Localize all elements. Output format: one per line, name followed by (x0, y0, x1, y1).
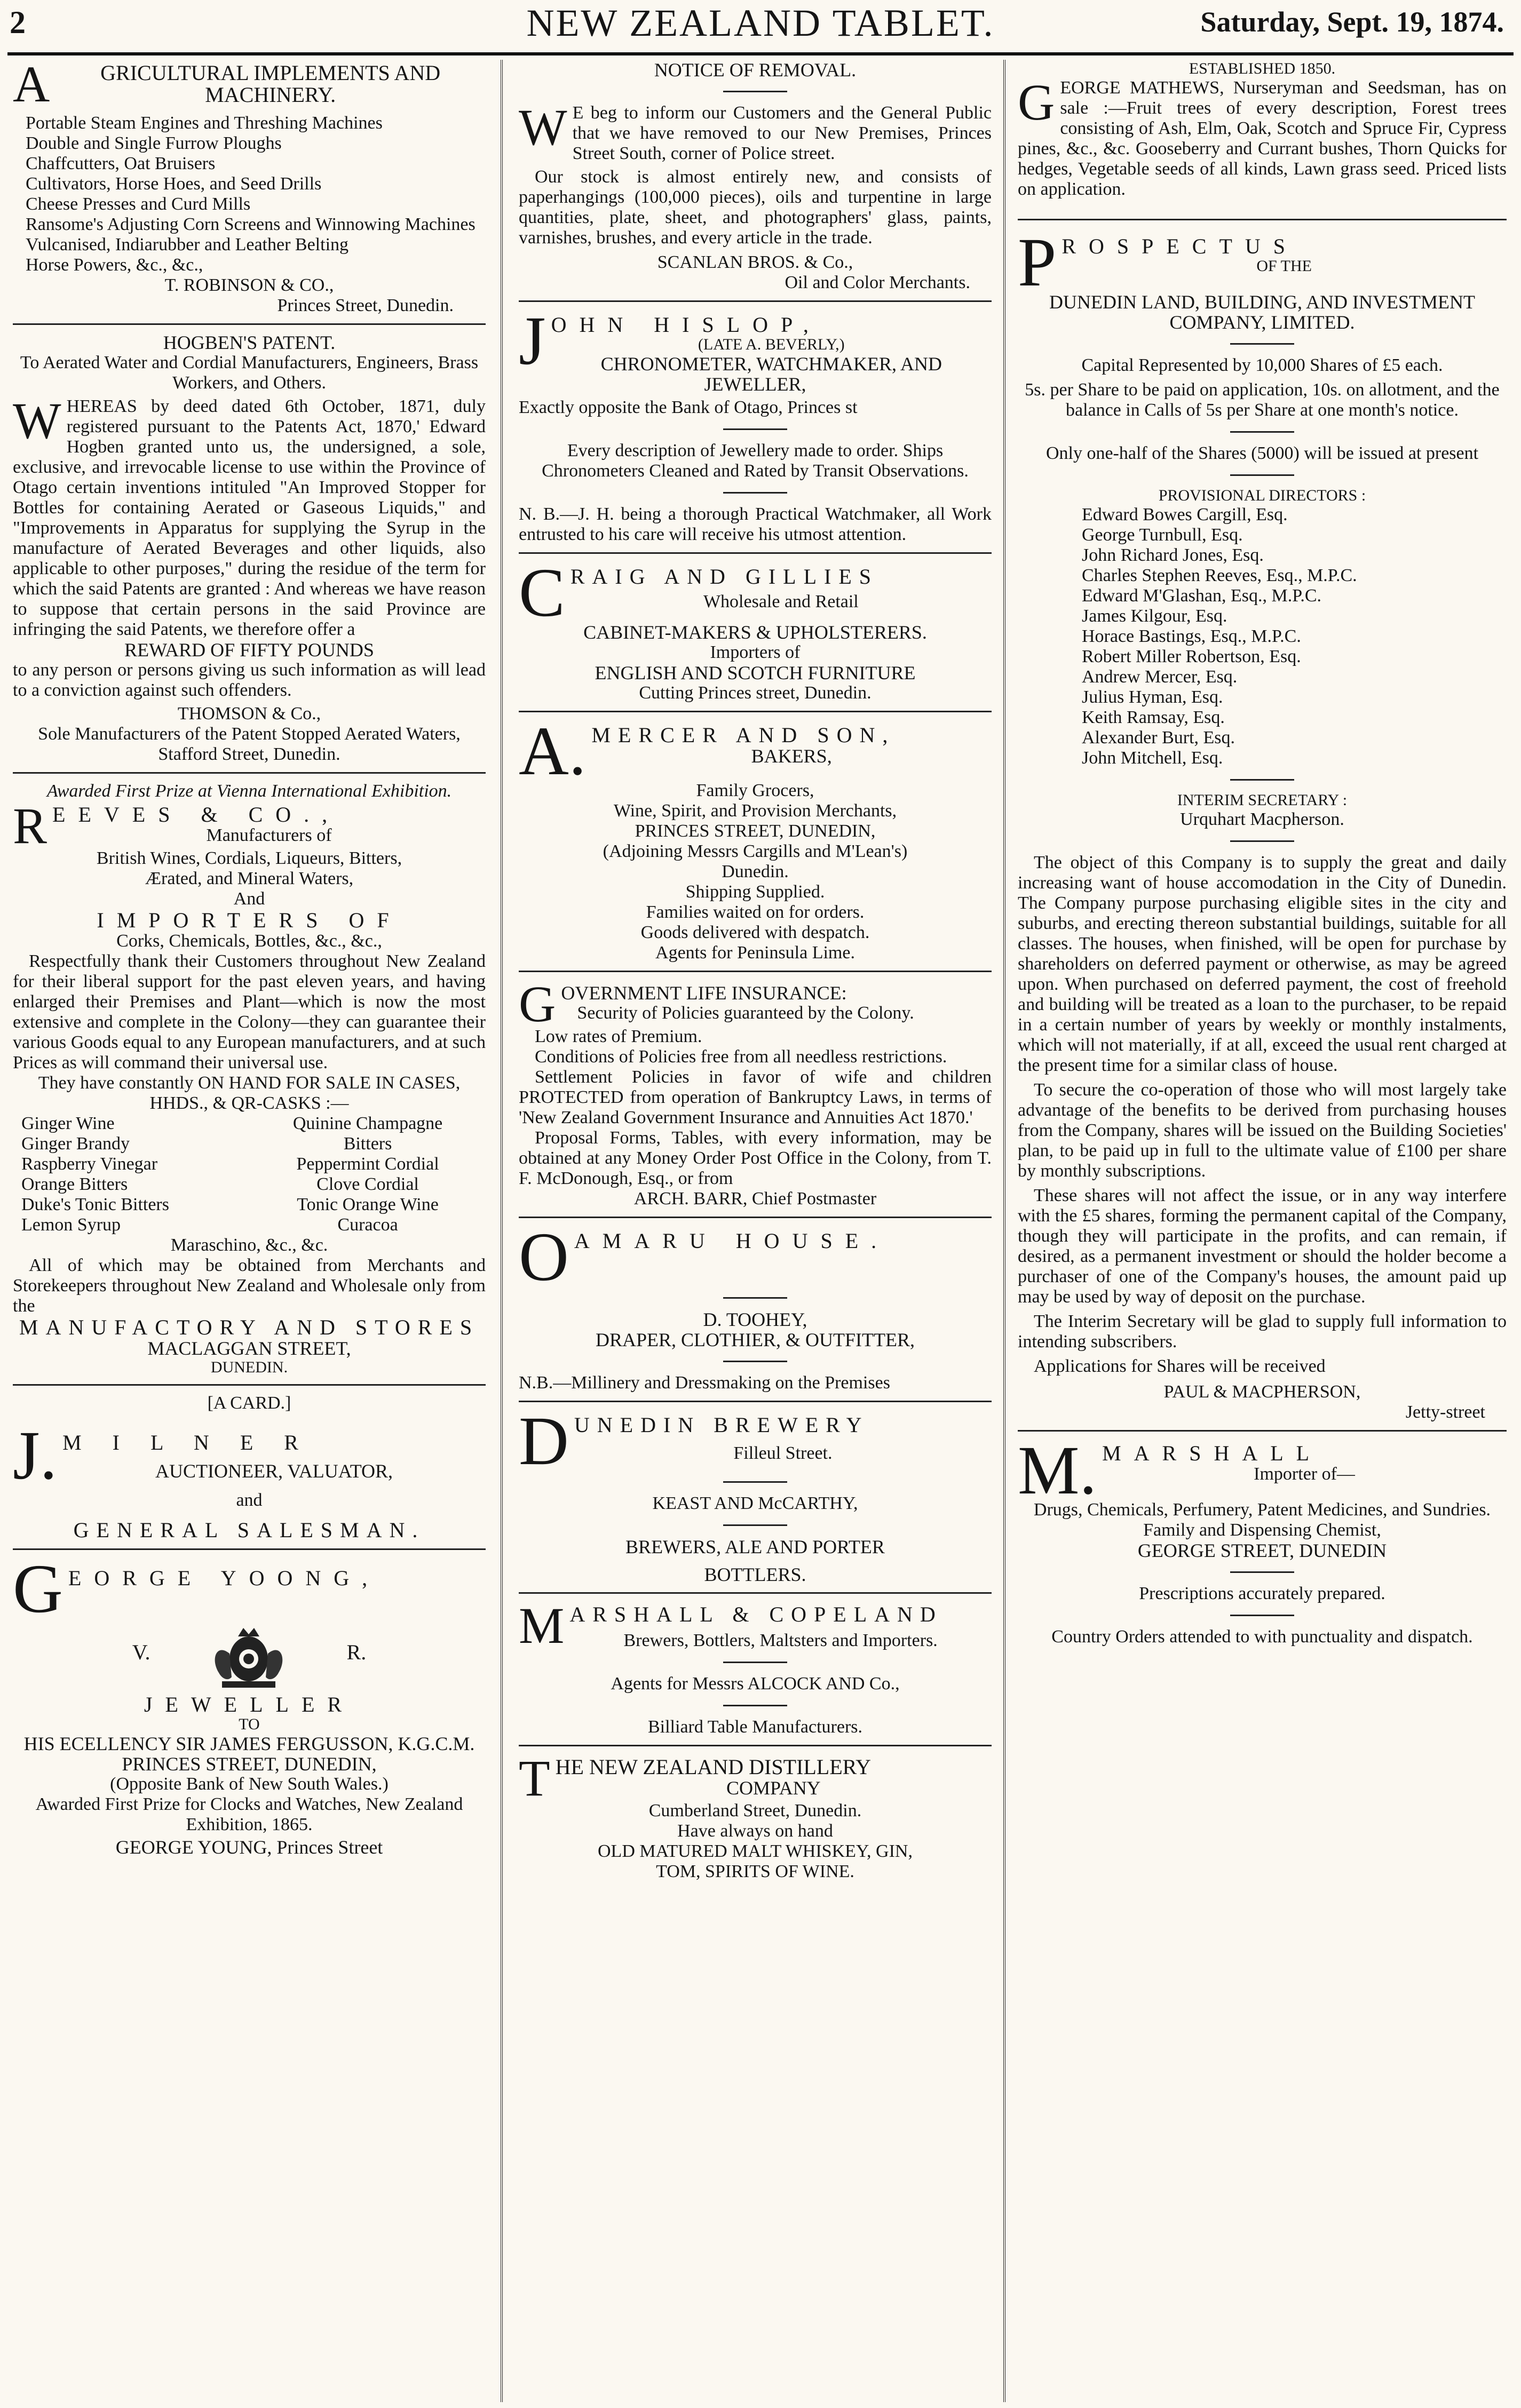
short-rule (1230, 343, 1294, 345)
ad-line: Have always on hand (677, 1821, 833, 1841)
ad-line: ENGLISH AND SCOTCH FURNITURE (595, 662, 916, 684)
card-label: [A CARD.] (207, 1393, 291, 1413)
firm-name: PAUL & MACPHERSON, (1163, 1382, 1361, 1402)
firm-name: OHN HISLOP, (551, 313, 821, 337)
ad-oamaru-house (519, 1226, 992, 1393)
director-name: Julius Hyman, Esq. (1082, 687, 1223, 707)
product-item: Tonic Orange Wine (297, 1195, 439, 1214)
ad-marshall-copeland (519, 1601, 992, 1737)
firm-name: ARSHALL & COPELAND (569, 1602, 943, 1626)
ad-agricultural-implements (13, 60, 486, 316)
ad-line: Brewers, Bottlers, Maltsters and Importers. (623, 1631, 938, 1650)
notice-body: HEREAS by deed dated 6th October, 1871, duly registered pursuant to the Patents Act, 1870,' Edward Hogben granted unto us, the undersigned, a sole, exclusive, and irrevocable license to use within the Province of Otago certain inventions intituled "An Improved Stopper for Bottles for containing Aerated or Gaseous Liquids," and "Improvements in Apparatus for supplying the Syrup in the manufacture of Aerated Beverages and other liquids, also applicable to other purposes," during the residue of the term for which the said Patents are granted : And whereas we have reason to suppose that certain persons in the said Province are infringing the said Patents, we therefore offer a (13, 396, 486, 639)
director-name: Horace Bastings, Esq., M.P.C. (1082, 626, 1301, 646)
ad-text: N.B.—Millinery and Dressmaking on the Premises (519, 1373, 890, 1393)
ad-line: Agents for Messrs ALCOCK AND Co., (611, 1674, 900, 1694)
product-item: Bitters (343, 1134, 392, 1154)
share-issue: Only one-half of the Shares (5000) will be issued at present (1045, 443, 1479, 463)
column-middle (512, 60, 998, 2397)
ad-line: Exactly opposite the Bank of Otago, Princes st (519, 398, 858, 417)
drop-cap: O (519, 1226, 569, 1286)
ad-body (519, 99, 992, 164)
list-item: Cultivators, Horse Hoes, and Seed Drills (26, 174, 322, 194)
ad-line: HIS ECELLENCY SIR JAMES FERGUSSON, K.G.C.M. (23, 1733, 475, 1754)
ad-line: Drugs, Chemicals, Perfumery, Patent Medicines, and Sundries. Family and Dispensing Chemist, (1033, 1500, 1491, 1540)
drop-cap: A (13, 60, 50, 107)
crest-v: V. (132, 1640, 150, 1665)
ad-line: Corks, Chemicals, Bottles, &c., &c., (116, 931, 382, 951)
short-rule (723, 428, 787, 430)
column-divider (501, 60, 503, 2402)
product-item: Raspberry Vinegar (21, 1154, 158, 1174)
ad-nz-distillery (519, 1754, 992, 1882)
directors-heading: PROVISIONAL DIRECTORS : (1158, 487, 1366, 504)
product-item: Clove Cordial (316, 1174, 419, 1194)
ad-heading: OVERNMENT LIFE INSURANCE: (561, 982, 847, 1004)
newspaper-title: NEW ZEALAND TABLET. (526, 2, 995, 44)
short-rule (1230, 474, 1294, 476)
ad-divider (519, 971, 992, 972)
ad-heading: GRICULTURAL IMPLEMENTS AND MACHINERY. (100, 61, 441, 107)
director-name: John Richard Jones, Esq. (1082, 545, 1264, 565)
product-table (13, 1114, 486, 1235)
ad-line: D. TOOHEY, (703, 1309, 807, 1330)
short-rule (723, 1662, 787, 1663)
ad-mercer-and-son (519, 720, 992, 963)
drop-cap: G (519, 980, 556, 1027)
ad-heading: JEWELLER (144, 1692, 355, 1716)
ad-text: N. B.—J. H. being a thorough Practical Watchmaker, all Work entrusted to his care will receive his utmost attention. (519, 504, 992, 544)
director-name: Alexander Burt, Esq. (1082, 728, 1235, 748)
ad-craig-and-gillies (519, 561, 992, 703)
list-item: Ransome's Adjusting Corn Screens and Winnowing Machines (26, 214, 476, 234)
ad-divider (519, 300, 992, 302)
stock-heading: They have constantly ON HAND FOR SALE IN CASES, HHDS., & QR-CASKS :— (38, 1073, 461, 1113)
firm-name: MERCER AND SON, (591, 723, 896, 747)
award-line: Awarded First Prize at Vienna International Exhibition. (46, 781, 452, 801)
ad-body (1018, 74, 1507, 200)
ad-line: COMPANY (726, 1777, 821, 1799)
product-item: Curacoa (337, 1215, 398, 1235)
ad-text: Security of Policies guaranteed by the Colony. (577, 1003, 914, 1023)
ad-text: Low rates of Premium. (535, 1027, 702, 1046)
firm-name: THOMSON & Co., (177, 704, 321, 724)
list-item: Double and Single Furrow Ploughs (26, 133, 282, 153)
short-rule (1230, 1571, 1294, 1573)
prospectus-paragraph: The object of this Company is to supply the great and daily increasing want of house accomodation in the City of Dunedin. The Company purpose purchasing eligible sites in the city and suburbs, and erecting thereon substantial buildings, suitable for all classes. The houses, when finished, will be open for purchase by shareholders on deferred payment or otherwise, as may be agreed upon. When purchased on deferred payment, the cost of freehold and building will be treated as a loan to the purchaser, to be repaid in a certain number of years by weekly or monthly instalments, which will not materially, if at all, exceed the usual rent charged at the present time for a similar class of house. (1018, 853, 1507, 1075)
ad-divider (13, 323, 486, 325)
ad-george-mathews (1018, 60, 1507, 200)
ad-dunedin-brewery (519, 1410, 992, 1585)
drop-cap: J. (13, 1424, 58, 1485)
ad-text: EORGE MATHEWS, Nurseryman and Seedsman, has on sale :—Fruit trees of every description, Forest trees consisting of Ash, Elm, Oak, Scotch and Spruce Fir, Cypress pines, &c., &c. Gooseberry and Currant bushes, Thorn Quicks for hedges, Vegetable seeds of all kinds, Lawn grass seed. Priced lists on application. (1018, 78, 1507, 199)
short-rule (723, 492, 787, 494)
firm-name: M I L N E R (62, 1431, 311, 1455)
prospectus-paragraph: The Interim Secretary will be glad to supply full information to intending subscribers. (1018, 1312, 1507, 1352)
ad-body: All of which may be obtained from Merchants and Storekeepers throughout New Zealand and Wholesale only from the (13, 1255, 486, 1316)
short-rule (723, 91, 787, 92)
director-name: Keith Ramsay, Esq. (1082, 708, 1225, 727)
ad-line: Country Orders attended to with punctuality and dispatch. (1051, 1627, 1473, 1647)
capital-line: Capital Represented by 10,000 Shares of £5 each. (1081, 355, 1443, 375)
firm-name: EEVES & CO., (52, 802, 340, 826)
ad-heading: MANUFACTORY AND STORES (19, 1315, 480, 1339)
ad-line: GENERAL SALESMAN. (73, 1518, 425, 1542)
director-name: John Mitchell, Esq. (1082, 748, 1223, 768)
ad-line: Importers of (710, 642, 801, 662)
drop-cap: C (519, 561, 565, 622)
drop-cap: M (519, 1601, 565, 1651)
ad-line: PRINCES STREET, DUNEDIN, (122, 1753, 377, 1775)
product-row (21, 1215, 477, 1235)
ad-prospectus (1018, 231, 1507, 1422)
firm-name: SCANLAN BROS. & Co., (657, 252, 853, 272)
short-rule (1230, 1615, 1294, 1616)
director-name: Charles Stephen Reeves, Esq., M.P.C. (1082, 566, 1357, 585)
firm-description: Sole Manufacturers of the Patent Stopped Aerated Waters, Stafford Street, Dunedin. (38, 724, 461, 764)
ad-divider (1018, 219, 1507, 220)
drop-cap: M. (1018, 1439, 1097, 1500)
drop-cap: W (13, 392, 61, 449)
ad-text: Our stock is almost entirely new, and consists of paperhangings (100,000 pieces), oils and turpentine in large quantities, plate, sheet, and photographers' glass, paints, varnishes, brushes, and every article in the trade. (519, 167, 992, 248)
ad-j-milner (13, 1393, 486, 1541)
director-name: Robert Miller Robertson, Esq. (1082, 647, 1301, 666)
director-name: Edward M'Glashan, Esq., M.P.C. (1082, 586, 1322, 606)
list-item: Vulcanised, Indiarubber and Leather Belting (26, 235, 349, 255)
product-item: Orange Bitters (21, 1174, 128, 1194)
ad-line: British Wines, Cordials, Liqueurs, Bitters, (96, 848, 402, 868)
drop-cap: P (1018, 231, 1057, 292)
ad-line: BREWERS, ALE AND PORTER (625, 1536, 885, 1557)
product-row (21, 1195, 477, 1215)
ad-heading: ROSPECTUS (1061, 234, 1298, 258)
ad-text: Proposal Forms, Tables, with every information, may be obtained at any Money Order Post Office in the Colony, from T. F. McDonough, Esq., or from (519, 1128, 992, 1188)
mercer-details (519, 781, 992, 963)
secretary-name: Urquhart Macpherson. (1180, 809, 1344, 829)
drop-cap: J (519, 309, 546, 379)
share-terms: 5s. per Share to be paid on application, 10s. on allotment, and the balance in Calls of 5s per Share at one month's notice. (1025, 380, 1500, 420)
director-name: Andrew Mercer, Esq. (1082, 667, 1238, 687)
ad-line: Ærated, and Mineral Waters, (145, 869, 354, 888)
ad-line: OLD MATURED MALT WHISKEY, GIN, (598, 1841, 913, 1861)
ad-divider (13, 772, 486, 774)
ad-m-marshall-chemist (1018, 1439, 1507, 1647)
ad-divider (1018, 1430, 1507, 1432)
ad-divider (519, 1401, 992, 1402)
product-item: Peppermint Cordial (296, 1154, 439, 1174)
prospectus-paragraph: These shares will not affect the issue, or in any way interfere with the £5 shares, forming the permanent capital of the Company, though they will participate in the profits, and can remain, if desired, as a permanent investment or should the holder become a purchaser of one of the Company's houses, the amount paid up may be used by way of deposit on the purchase. (1018, 1186, 1507, 1307)
column-divider (1003, 60, 1005, 2402)
ad-george-yoong (13, 1557, 486, 1857)
ad-line: Cutting Princes street, Dunedin. (639, 683, 872, 703)
short-rule (1230, 840, 1294, 842)
firm-name: AMARU HOUSE. (574, 1229, 890, 1253)
short-rule (1230, 779, 1294, 781)
director-name: George Turnbull, Esq. (1082, 525, 1243, 545)
ad-line: Shipping Supplied. (685, 882, 825, 902)
ad-line: Maraschino, &c., &c. (170, 1235, 328, 1255)
signature: ARCH. BARR, Chief Postmaster (633, 1189, 877, 1209)
product-row (21, 1114, 477, 1134)
issue-date: Saturday, Sept. 19, 1874. (1200, 6, 1504, 38)
ad-heading: HOGBEN'S PATENT. (163, 332, 336, 353)
ad-line: Family Grocers, (696, 781, 814, 800)
product-item: Lemon Syrup (21, 1215, 121, 1235)
product-row (21, 1134, 477, 1154)
firm-name: T. ROBINSON & CO., (164, 275, 334, 295)
column-right (1011, 60, 1513, 2397)
company-name: DUNEDIN LAND, BUILDING, AND INVESTMENT COMPANY, LIMITED. (1049, 291, 1475, 333)
list-item: Cheese Presses and Curd Mills (26, 194, 251, 214)
ad-line: Prescriptions accurately prepared. (1139, 1584, 1385, 1603)
secretary-heading: INTERIM SECRETARY : (1177, 791, 1348, 809)
ad-reeves-co (13, 781, 486, 1377)
ad-divider (13, 1548, 486, 1550)
product-item: Ginger Wine (21, 1114, 115, 1133)
list-item: Chaffcutters, Oat Bruisers (26, 154, 216, 173)
ad-line: (LATE A. BEVERLY,) (698, 336, 845, 353)
ad-body: Respectfully thank their Customers throughout New Zealand for their liberal support for the past eleven years, and having enlarged their Premises and Plant—which is now the most extensive and complete in the Colony—they can guarantee their various Goods equal to any European manufacturers, and at such Prices as will command their universal use. (13, 951, 486, 1072)
ad-line: Awarded First Prize for Clocks and Watches, New Zealand Exhibition, 1865. (35, 1794, 463, 1834)
firm-name: MARSHALL (1102, 1441, 1322, 1465)
ad-line: And (233, 889, 265, 909)
ad-line: ESTABLISHED 1850. (1189, 60, 1336, 77)
ad-line: Cumberland Street, Dunedin. (648, 1801, 862, 1821)
masthead (0, 0, 1521, 63)
ad-line: KEAST AND McCARTHY, (652, 1493, 858, 1513)
short-rule (723, 1705, 787, 1706)
ad-hogbens-patent (13, 332, 486, 765)
list-item: Horse Powers, &c., &c., (26, 255, 203, 275)
drop-cap: A. (519, 720, 587, 781)
royal-arms-line (13, 1622, 486, 1694)
ad-divider (519, 711, 992, 712)
ad-divider (519, 1745, 992, 1746)
prospectus-paragraph: To secure the co-operation of those who will most largely take advantage of the benefits to be derived from purchasing houses from the Company, shares will be issued on the Building Societies' plan, to be paid up in full to the ultimate value of £100 per share by monthly subscriptions. (1018, 1080, 1507, 1181)
page-number: 2 (10, 5, 26, 40)
firm-name: HE NEW ZEALAND DISTILLERY (555, 1755, 872, 1779)
director-name: James Kilgour, Esq. (1082, 606, 1227, 626)
short-rule (723, 1297, 787, 1299)
ad-heading: NOTICE OF REMOVAL. (654, 60, 857, 81)
ad-heading: IMPORTERS OF (97, 908, 402, 932)
notice-tail: to any person or persons giving us such information as will lead to a conviction against such offenders. (13, 660, 486, 700)
ad-text: Settlement Policies in favor of wife and children PROTECTED from operation of Bankruptcy Laws, in terms of 'New Zealand Government Insurance and Annuities Act 1870.' (519, 1067, 992, 1127)
ad-line: CHRONOMETER, WATCHMAKER, AND JEWELLER, (600, 353, 942, 394)
masthead-rule (7, 52, 1514, 55)
drop-cap: R (13, 801, 47, 848)
firm-name: RAIG AND GILLIES (570, 565, 879, 589)
ad-divider (519, 552, 992, 554)
ad-line: Dunedin. (722, 862, 789, 881)
product-row (21, 1154, 477, 1174)
drop-cap: W (519, 99, 567, 156)
short-rule (723, 1481, 787, 1483)
drop-cap: G (1018, 74, 1055, 131)
short-rule (1230, 431, 1294, 433)
firm-name: UNEDIN BREWERY (574, 1413, 869, 1437)
firm-name: EORGE YOONG, (68, 1566, 381, 1590)
product-item: Duke's Tonic Bitters (21, 1195, 169, 1214)
ad-line: TO (239, 1715, 260, 1733)
reward-line: REWARD OF FIFTY POUNDS (124, 639, 374, 661)
ad-divider (13, 1384, 486, 1386)
ad-line: CABINET-MAKERS & UPHOLSTERERS. (583, 622, 927, 643)
ad-text: Every description of Jewellery made to order. Ships Chronometers Cleaned and Rated by Transit Observations. (542, 441, 969, 481)
ad-line: and (236, 1490, 263, 1510)
ad-line: Wine, Spirit, and Provision Merchants, (613, 801, 897, 821)
ad-line: Wholesale and Retail (703, 592, 859, 611)
ad-line: DUNEDIN. (210, 1358, 288, 1376)
ad-line: AUCTIONEER, VALUATOR, (155, 1460, 393, 1482)
firm-address: Princes Street, Dunedin. (277, 296, 454, 315)
ad-line: Manufacturers of (206, 825, 332, 845)
director-name: Edward Bowes Cargill, Esq. (1082, 505, 1288, 524)
ad-notice-of-removal (519, 60, 992, 293)
implement-list (13, 113, 486, 275)
ad-line: Filleul Street. (733, 1443, 833, 1463)
short-rule (723, 1361, 787, 1362)
ad-line: (Adjoining Messrs Cargills and M'Lean's) (603, 841, 908, 861)
product-item: Quinine Champagne (292, 1114, 443, 1133)
ad-line: Agents for Peninsula Lime. (655, 943, 855, 963)
product-row (21, 1174, 477, 1195)
ad-line: DRAPER, CLOTHIER, & OUTFITTER, (596, 1329, 915, 1350)
ad-line: BOTTLERS. (704, 1564, 806, 1585)
column-left (7, 60, 491, 2397)
ad-line: BAKERS, (751, 745, 832, 767)
ad-divider (519, 1217, 992, 1218)
royal-crest-icon (201, 1622, 297, 1694)
ad-government-life-insurance (519, 980, 992, 1209)
ad-text: Conditions of Policies free from all needless restrictions. (535, 1047, 947, 1067)
list-item: Portable Steam Engines and Threshing Machines (26, 113, 383, 133)
ad-text: E beg to inform our Customers and the General Public that we have removed to our New Premises, Princes Street South, corner of Police street. (572, 103, 992, 163)
ad-line: TOM, SPIRITS OF WINE. (656, 1862, 854, 1881)
ad-subheading: To Aerated Water and Cordial Manufacturers, Engineers, Brass Workers, and Others. (20, 353, 479, 393)
ad-line: Importer of— (1254, 1464, 1355, 1484)
short-rule (723, 1524, 787, 1526)
ad-line: PRINCES STREET, DUNEDIN, (635, 821, 876, 841)
ad-line: Families waited on for orders. (646, 902, 865, 922)
crest-r: R. (346, 1640, 367, 1665)
ad-line: OF THE (1256, 257, 1312, 275)
ad-footer: GEORGE YOUNG, Princes Street (115, 1837, 383, 1858)
directors-list (1018, 505, 1507, 768)
ad-line: Goods delivered with despatch. (640, 923, 870, 942)
ad-line: (Opposite Bank of New South Wales.) (110, 1774, 389, 1794)
ad-line: GEORGE STREET, DUNEDIN (1137, 1540, 1387, 1561)
prospectus-paragraph: Applications for Shares will be received (1034, 1356, 1326, 1376)
ad-line: Billiard Table Manufacturers. (647, 1717, 863, 1737)
firm-address: Jetty-street (1405, 1402, 1485, 1422)
drop-cap: D (519, 1410, 569, 1471)
drop-cap: T (519, 1754, 550, 1801)
patent-notice (13, 392, 486, 640)
firm-description: Oil and Color Merchants. (785, 273, 970, 292)
ad-john-hislop (519, 309, 992, 545)
product-item: Ginger Brandy (21, 1134, 130, 1154)
ad-line: MACLAGGAN STREET, (147, 1338, 351, 1359)
ad-divider (519, 1592, 992, 1594)
drop-cap: G (13, 1557, 63, 1618)
